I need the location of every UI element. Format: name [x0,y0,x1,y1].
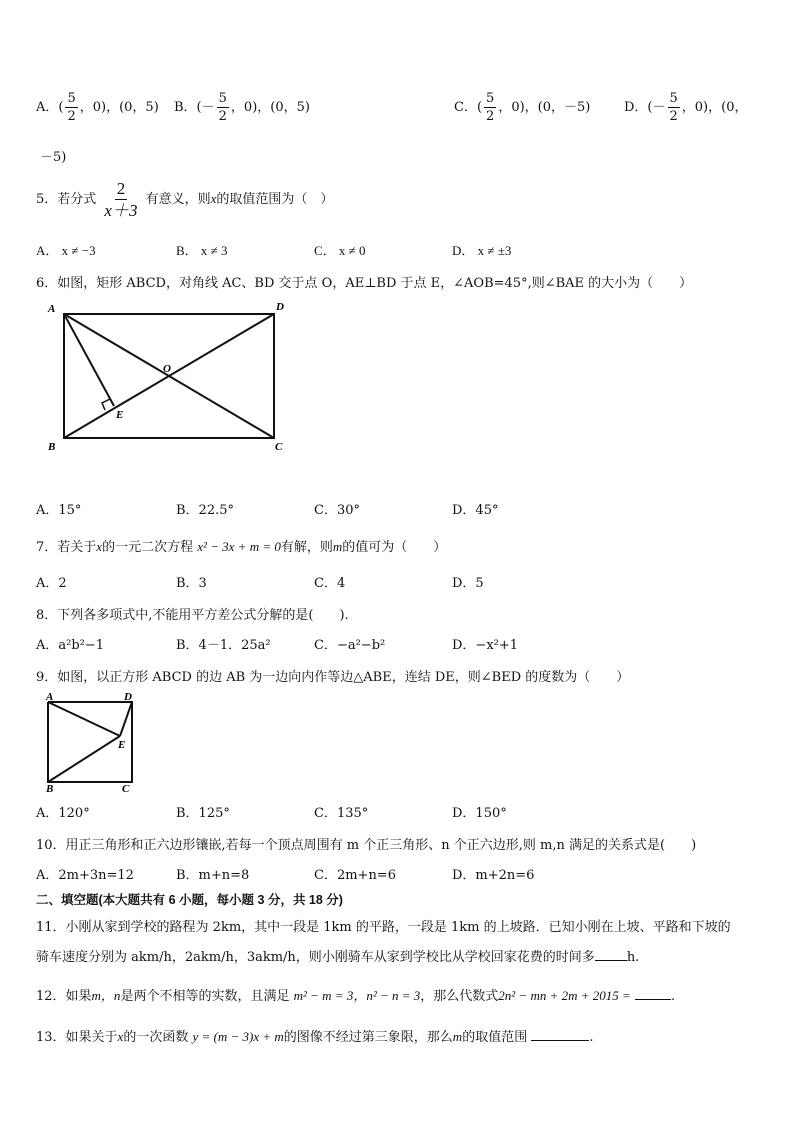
q4-option-a[interactable]: A．( $\frac{5}{2}$ ，0)，(0，5) [36,91,159,124]
q4-option-c[interactable]: C．( $\frac{5}{2}$ ，0)，(0，－5) [454,91,591,124]
q8-stem: 8．下列各多项式中,不能用平方差公式分解的是( ). [36,608,349,623]
q11-answer-blank[interactable] [595,948,627,961]
q7-option-c[interactable]: C．4 [314,576,346,591]
q8-option-c[interactable]: C．−a²−b² [314,638,386,653]
q11-line-1: 11．小刚从家到学校的路程为 2km，其中一段是 1km 的平路，一段是 1km 的上坡路．已知小刚在上坡、平路和下坡的 [36,920,731,935]
q9-label-c: C [122,783,130,795]
q8-option-a[interactable]: A．a²b²−1 [36,638,105,653]
q9-label-e: E [118,739,126,751]
q5-stem: 5．若分式 $\frac{2}{x+3}$ 有意义，则x的取值范围为（ ） [36,179,334,220]
q10-option-a[interactable]: A．2m+3n=12 [36,868,134,883]
q6-label-o: O [163,363,171,375]
q11-line-2: 骑车速度分别为 akm/h，2akm/h，3akm/h，则小刚骑车从家到学校比从学校回家花费的时间多 h. [36,950,640,965]
q12-stem: 12．如果m，n是两个不相等的实数，且满足 m² − m = 3，n² − n = 3，那么代数式2n² − mn + 2m + 2015 = . [36,988,676,1004]
q5-option-c[interactable]: C． x ≠ 0 [314,243,366,258]
q7-option-a[interactable]: A．2 [36,576,67,591]
q9-stem: 9．如图，以正方形 ABCD 的边 AB 为一边向内作等边△ABE，连结 DE，则∠BED 的度数为（ ） [36,670,630,685]
q9-label-a: A [46,692,54,703]
q8-option-b[interactable]: B．4－1．25a² [176,638,271,653]
q9-option-d[interactable]: D．150° [452,806,507,821]
q9-label-d: D [124,692,132,703]
q9-option-b[interactable]: B．125° [176,806,230,821]
section-heading-fill-in: 二、填空题(本大题共有 6 小题，每小题 3 分，共 18 分) [36,893,343,907]
q5-option-a[interactable]: A． x ≠ −3 [36,243,96,258]
q10-option-b[interactable]: B．m+n=8 [176,868,250,883]
q6-label-b: B [48,441,56,453]
q6-label-c: C [275,441,283,453]
q6-stem: 6．如图，矩形 ABCD，对角线 AC、BD 交于点 O，AE⊥BD 于点 E，∠AOB=45°,则∠BAE 的大小为（ ） [36,276,693,291]
q6-rectangle-figure [44,300,304,460]
q9-label-b: B [46,783,54,795]
q9-option-c[interactable]: C．135° [314,806,369,821]
q5-option-b[interactable]: B． x ≠ 3 [176,243,228,258]
q7-option-d[interactable]: D．5 [452,576,484,591]
q4-option-d-continued: －5) [40,150,67,165]
q10-option-c[interactable]: C．2m+n=6 [314,868,396,883]
q7-option-b[interactable]: B．3 [176,576,207,591]
q9-square-figure [40,692,150,802]
q6-option-b[interactable]: B．22.5° [176,503,234,518]
q8-option-d[interactable]: D．−x²+1 [452,638,519,653]
q6-option-d[interactable]: D．45° [452,503,499,518]
q13-stem: 13．如果关于x的一次函数 y = (m − 3)x + m的图像不经过第三象限，那么m的取值范围 . [36,1029,594,1045]
q10-stem: 10．用正三角形和正六边形镶嵌,若每一个顶点周围有 m 个正三角形、n 个正六边形,则 m,n 满足的关系式是( ) [36,838,697,853]
q6-option-c[interactable]: C．30° [314,503,360,518]
q4-option-d[interactable]: D．(－ $\frac{5}{2}$ ，0)，(0， [624,91,748,124]
q6-label-e: E [116,409,124,421]
q12-answer-blank[interactable] [635,987,671,1000]
q6-label-a: A [48,303,56,315]
q6-label-d: D [276,301,284,313]
q10-option-d[interactable]: D．m+2n=6 [452,868,535,883]
q5-option-d[interactable]: D． x ≠ ±3 [452,243,512,258]
q9-option-a[interactable]: A．120° [36,806,90,821]
q13-answer-blank[interactable] [531,1028,589,1041]
q4-option-b[interactable]: B．(－ $\frac{5}{2}$ ，0)，(0，5) [174,91,310,124]
q7-stem: 7．若关于x的一元二次方程 x² − 3x + m = 0有解，则m的值可为（ ） [36,539,447,555]
q6-option-a[interactable]: A．15° [36,503,82,518]
